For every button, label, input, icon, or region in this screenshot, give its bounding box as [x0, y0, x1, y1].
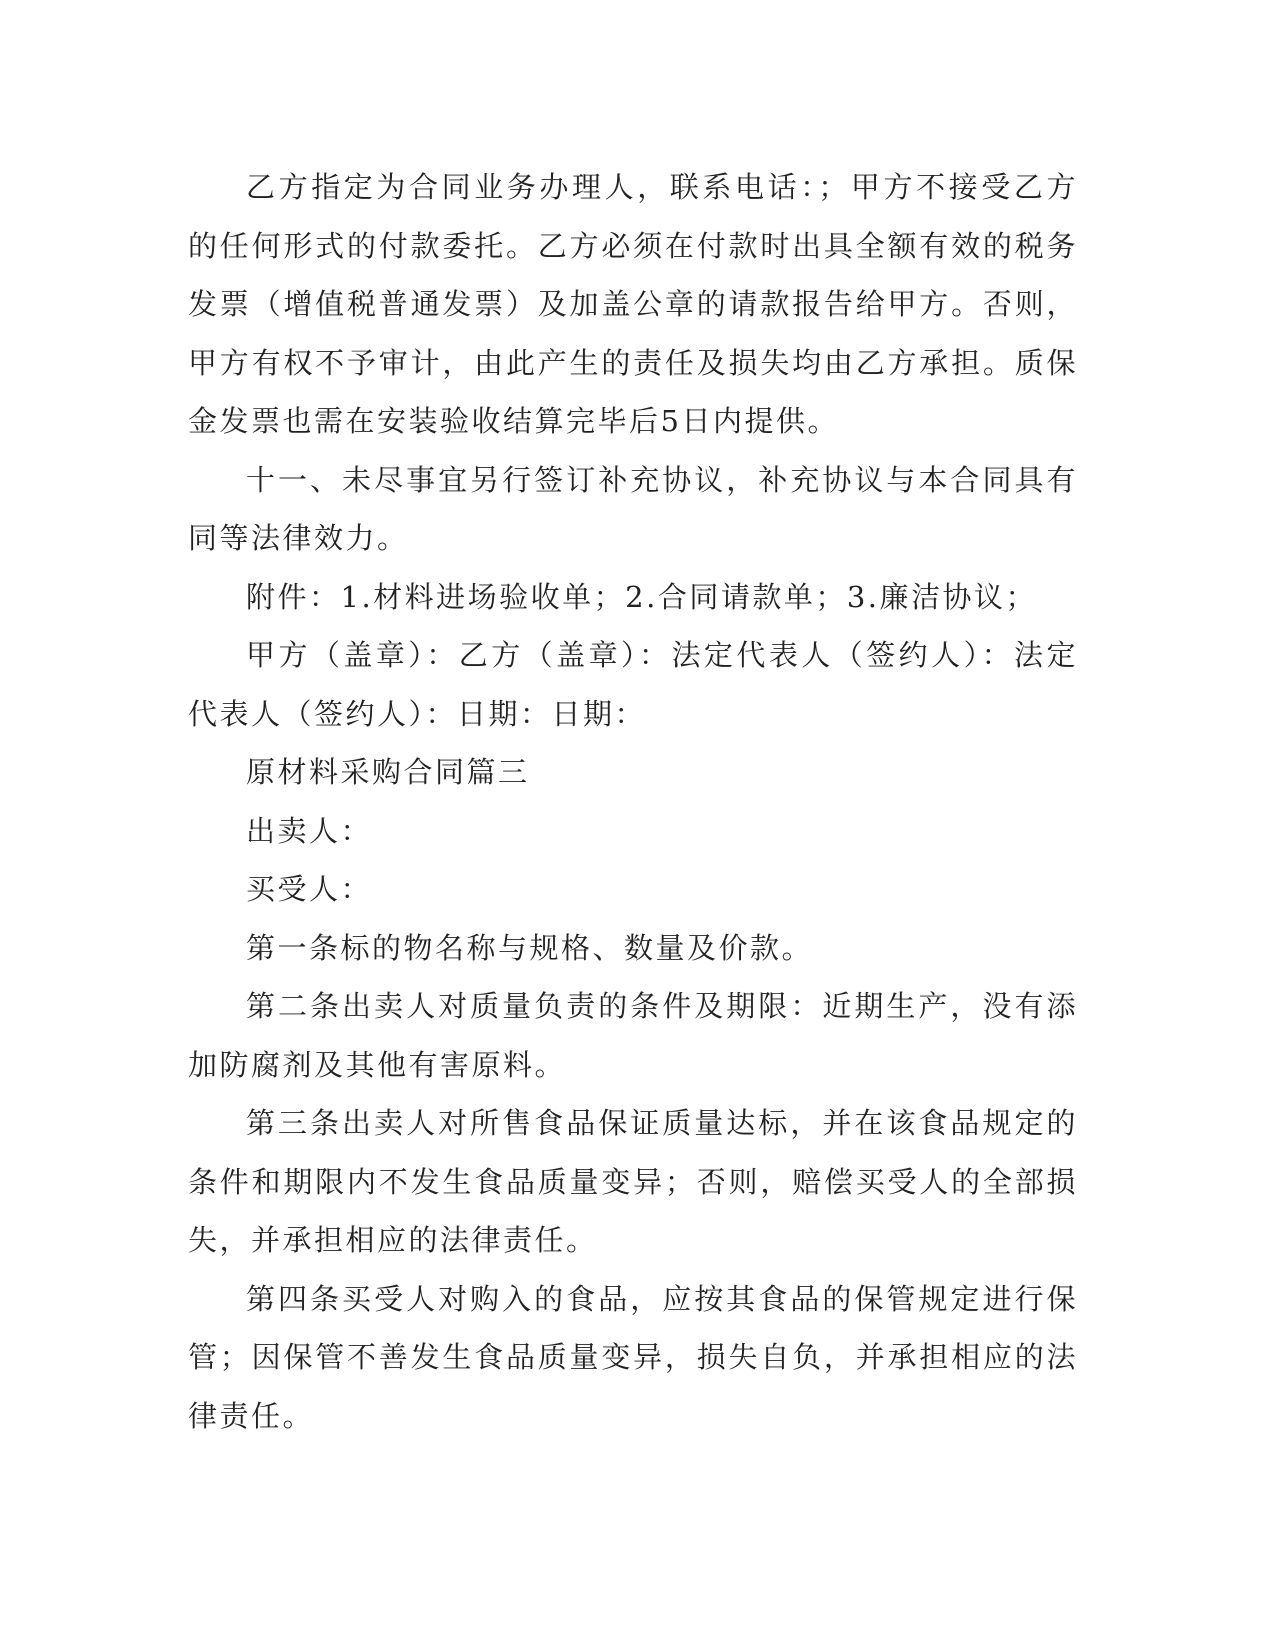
paragraph-article-11: 十一、未尽事宜另行签订补充协议，补充协议与本合同具有同等法律效力。: [188, 462, 1078, 555]
paragraph-article-2: 第二条出卖人对质量负责的条件及期限：近期生产，没有添加防腐剂及其他有害原料。: [188, 989, 1078, 1082]
paragraph-buyer: 买受人：: [246, 872, 373, 906]
paragraph-attachments: 附件：1.材料进场验收单；2.合同请款单；3.廉洁协议；: [246, 579, 1038, 614]
paragraph-article-1: 第一条标的物名称与规格、数量及价款。: [246, 930, 814, 965]
section-title: 原材料采购合同篇三: [246, 755, 530, 789]
paragraph-seller: 出卖人：: [246, 813, 373, 848]
paragraph-signatures: 甲方（盖章）：乙方（盖章）：法定代表人（签约人）：法定代表人（签约人）：日期：日期：: [188, 638, 1078, 731]
paragraph-article-4: 第四条买受人对购入的食品，应按其食品的保管规定进行保管；因保管不善发生食品质量变异，损失自负，并承担相应的法律责任。: [188, 1281, 1078, 1433]
paragraph-invoice-terms: 乙方指定为合同业务办理人，联系电话：；甲方不接受乙方的任何形式的付款委托。乙方必须在付款时出具全额有效的税务发票（增值税普通发票）及加盖公章的请款报告给甲方。否则，甲方有权不予审计，由此产生的责任及损失均由乙方承担。质保金发票也需在安装验收结算完毕后5日内提供。: [188, 170, 1078, 438]
paragraph-article-3: 第三条出卖人对所售食品保证质量达标，并在该食品规定的条件和期限内不发生食品质量变异；否则，赔偿买受人的全部损失，并承担相应的法律责任。: [188, 1106, 1078, 1257]
document-body: [188, 158, 1078, 1445]
